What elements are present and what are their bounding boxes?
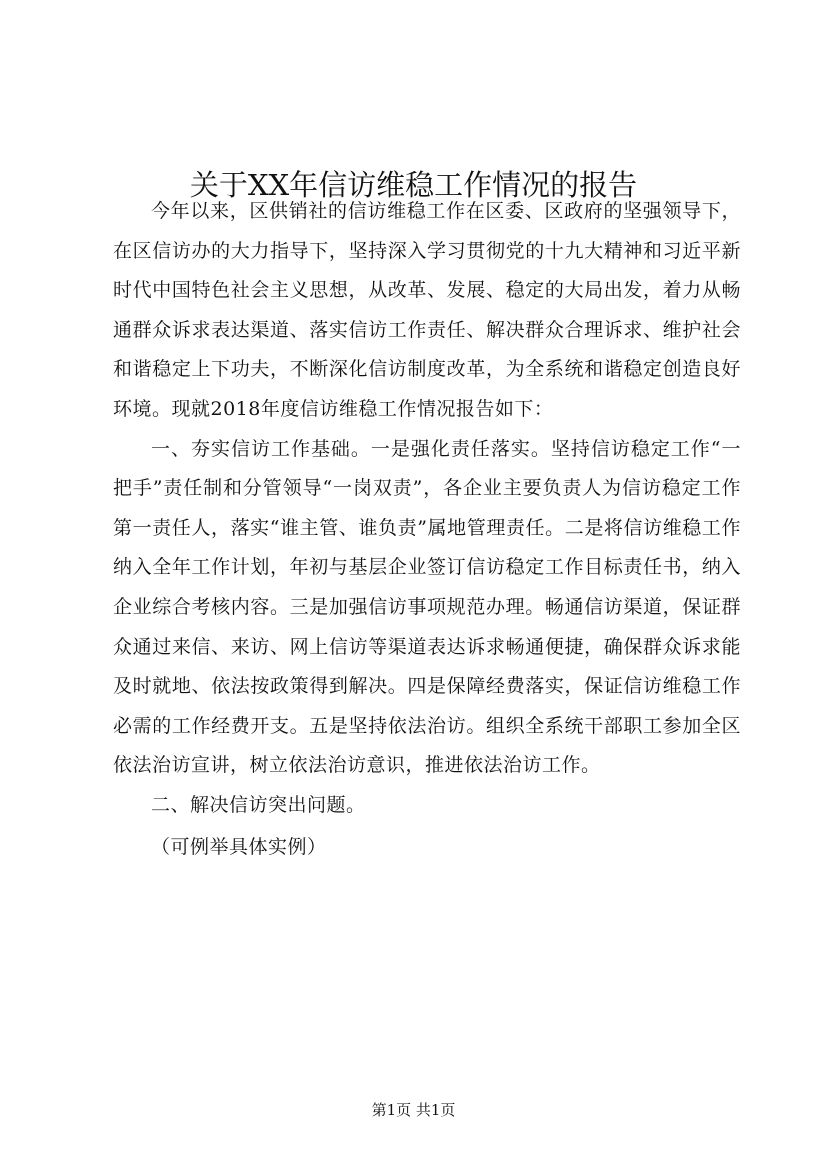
document-body xyxy=(113,192,741,867)
paragraph-section-1: 一、夯实信访工作基础。一是强化责任落实。坚持信访稳定工作“一把手”责任制和分管领导“一岗双责”，各企业主要负责人为信访稳定工作第一责任人，落实“谁主管、谁负责”属地管理责任。二是将信访维稳工作纳入全年工作计划，年初与基层企业签订信访稳定工作目标责任书，纳入企业综合考核内容。三是加强信访事项规范办理。畅通信访渠道，保证群众通过来信、来访、网上信访等渠道表达诉求畅通便捷，确保群众诉求能及时就地、依法按政策得到解决。四是保障经费落实，保证信访维稳工作必需的工作经费开支。五是坚持依法治访。组织全系统干部职工参加全区依法治访宣讲，树立依法治访意识，推进依法治访工作。 xyxy=(113,437,741,777)
paragraph-section-2-heading: 二、解决信访突出问题。 xyxy=(151,793,366,816)
paragraph-example-note: （可例举具体实例） xyxy=(151,835,327,858)
page-footer: 第1页 共1页 xyxy=(371,1101,456,1119)
paragraph-intro: 今年以来，区供销社的信访维稳工作在区委、区政府的坚强领导下，在区信访办的大力指导下，坚持深入学习贯彻党的十九大精神和习近平新时代中国特色社会主义思想，从改革、发展、稳定的大局出发，着力从畅通群众诉求表达渠道、落实信访工作责任、解决群众合理诉求、维护社会和谐稳定上下功夫，不断深化信访制度改革，为全系统和谐稳定创造良好环境。现就2018年度信访维稳工作情况报告如下： xyxy=(113,200,741,420)
document-title: 关于XX年信访维稳工作情况的报告 xyxy=(189,168,638,203)
